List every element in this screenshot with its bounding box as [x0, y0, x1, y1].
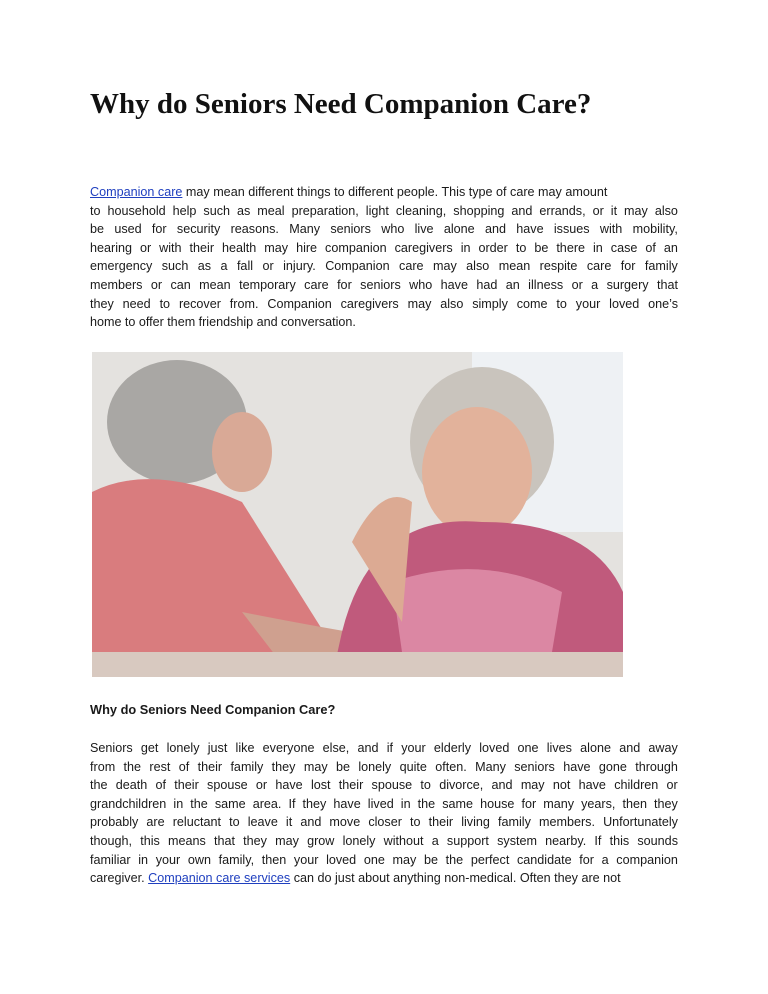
body-line-last [90, 869, 678, 888]
body-last-prefix: caregiver. [90, 871, 149, 886]
body-paragraph [90, 739, 678, 888]
page-title: Why do Seniors Need Companion Care? [90, 88, 592, 120]
intro-line-1: to household help such as meal preparation, light cleaning, shopping and errands, or it may also [90, 203, 678, 218]
intro-paragraph [90, 183, 678, 332]
body-line-5: though, this means that they may grow lonely without a support system nearby. If this sounds [90, 833, 678, 848]
photo-illustration [92, 352, 623, 677]
intro-line-3: hearing or with their health may hire companion caregivers in order to be there in case of an [90, 240, 678, 255]
companion-care-link[interactable]: Companion care [90, 185, 183, 199]
intro-line-4: emergency such as a fall or injury. Companion care may also mean respite care for family [90, 259, 678, 274]
companion-care-services-link[interactable]: Companion care services [148, 871, 291, 886]
body-line-3: grandchildren in the same area. If they have lived in the same house for many years, then they [90, 796, 678, 811]
body-line-1: from the rest of their family they may be lonely quite often. Many seniors have gone through [90, 759, 678, 774]
intro-line-0-text: may mean different things to different people. This type of care may amount [182, 185, 608, 199]
intro-line-7: home to offer them friendship and conversation. [90, 315, 356, 330]
body-line-2: the death of their spouse or have lost their spouse to divorce, and may not have children or [90, 778, 678, 793]
body-line-6: familiar in your own family, then your loved one may be the perfect candidate for a companion [90, 852, 678, 867]
intro-line-5: members or can mean temporary care for seniors who have had an illness or a surgery that [90, 277, 678, 292]
section-heading: Why do Seniors Need Companion Care? [90, 702, 336, 717]
intro-line-0 [90, 183, 678, 202]
body-last-suffix: can do just about anything non-medical. Often they are not [290, 871, 621, 886]
intro-line-6: they need to recover from. Companion caregivers may also simply come to your loved one’s [90, 296, 678, 311]
body-line-4: probably are reluctant to leave it and move closer to their living family members. Unfortunately [90, 815, 678, 830]
intro-line-2: be used for security reasons. Many seniors who live alone and have issues with mobility, [90, 222, 678, 237]
seniors-photo [92, 352, 623, 677]
body-line-0: Seniors get lonely just like everyone else, and if your elderly loved one lives alone and away [90, 741, 678, 755]
